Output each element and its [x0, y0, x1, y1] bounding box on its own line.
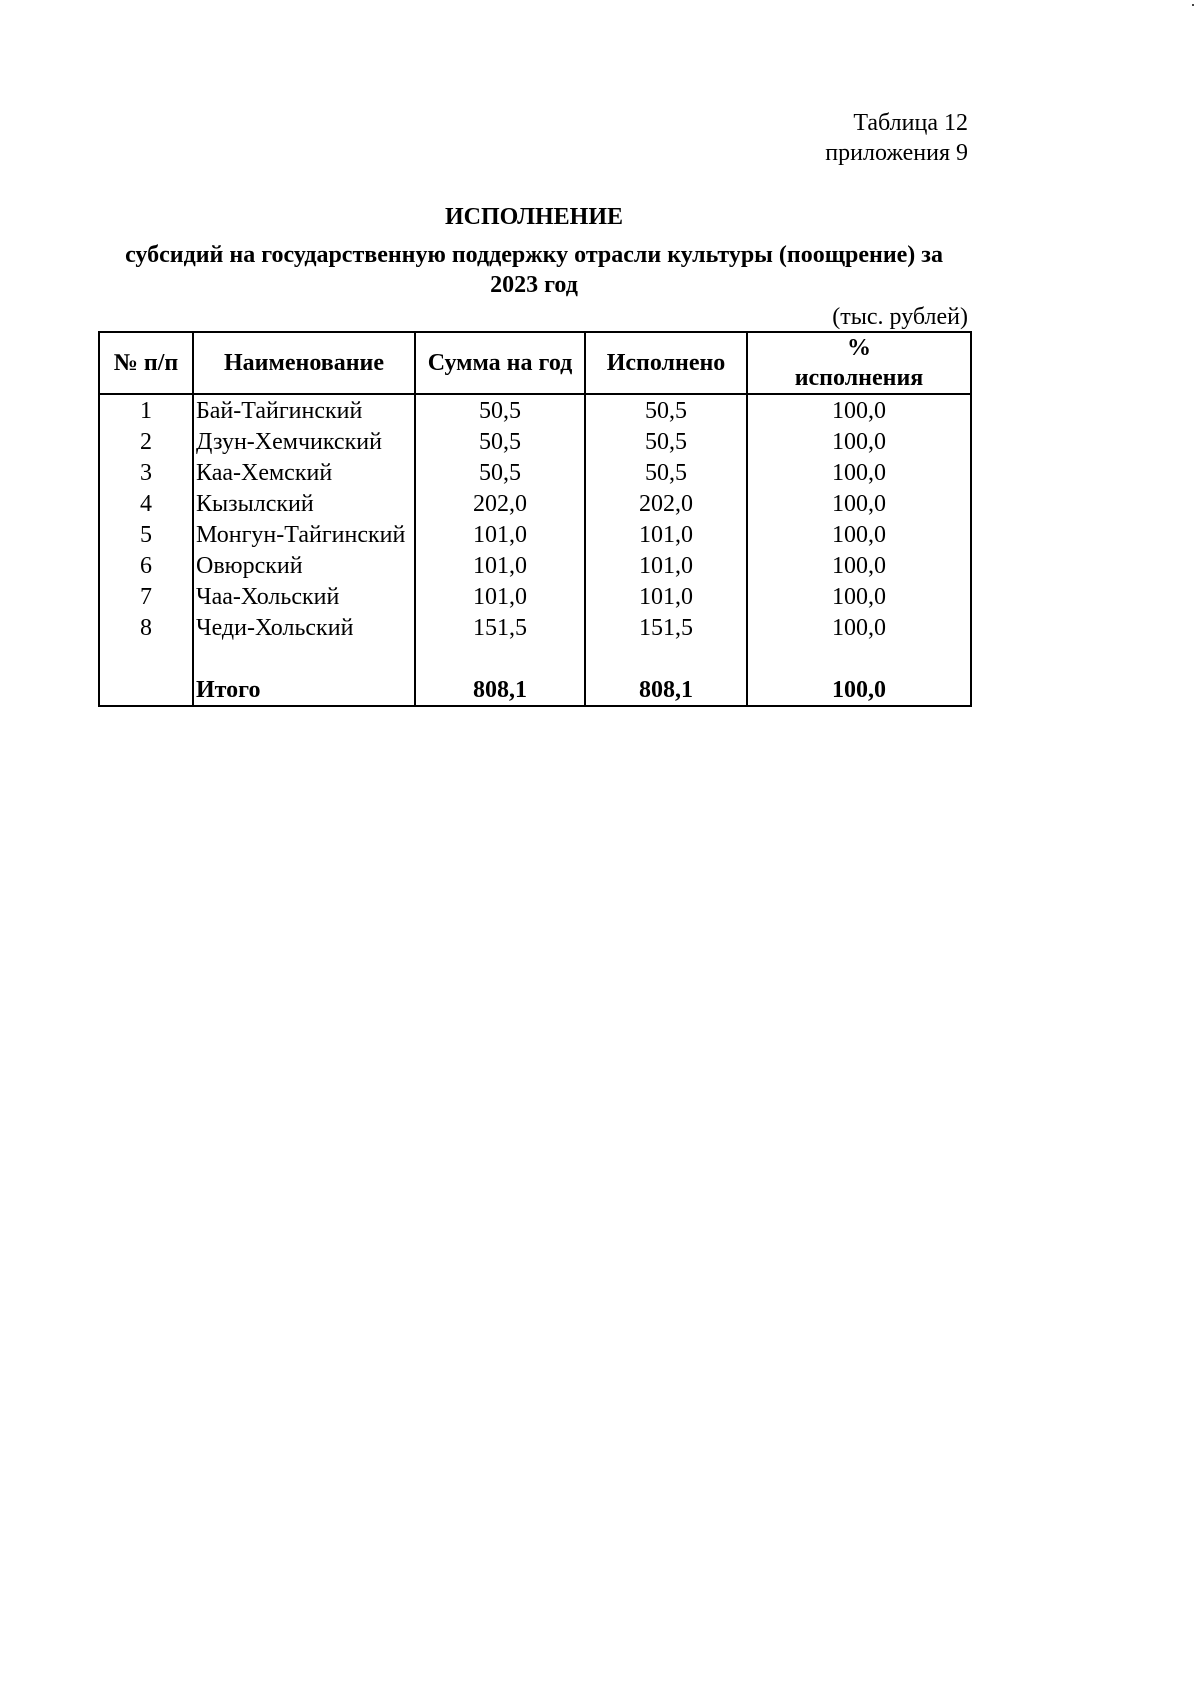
- cell-percent: 100,0: [747, 394, 971, 426]
- table-reference: [825, 108, 968, 168]
- header-percent-sign: %: [847, 335, 871, 361]
- cell-percent: 100,0: [747, 550, 971, 581]
- cell-name: Каа-Хемский: [193, 457, 415, 488]
- cell-executed: 202,0: [585, 488, 747, 519]
- header-number: № п/п: [99, 332, 193, 394]
- header-executed: Исполнено: [585, 332, 747, 394]
- cell-percent: 100,0: [747, 488, 971, 519]
- cell-number: 5: [99, 519, 193, 550]
- document-title: ИСПОЛНЕНИЕ: [444, 204, 624, 230]
- cell-name: Кызылский: [193, 488, 415, 519]
- table-row: [99, 426, 971, 457]
- cell-percent: 100,0: [747, 612, 971, 643]
- cell-name: Овюрский: [193, 550, 415, 581]
- total-executed: 808,1: [585, 673, 747, 706]
- subtitle-line-2: 2023 год: [490, 272, 578, 298]
- table-spacer-row: [99, 643, 971, 673]
- cell-name: Монгун-Тайгинский: [193, 519, 415, 550]
- spacer-cell: [193, 643, 415, 673]
- cell-name: Чаа-Хольский: [193, 581, 415, 612]
- table-row: [99, 488, 971, 519]
- cell-number: 8: [99, 612, 193, 643]
- cell-sum: 202,0: [415, 488, 585, 519]
- table-row: [99, 581, 971, 612]
- header-percent-label: исполнения: [794, 365, 924, 391]
- cell-executed: 50,5: [585, 394, 747, 426]
- cell-executed: 50,5: [585, 426, 747, 457]
- cell-sum: 101,0: [415, 550, 585, 581]
- scan-speck: [1192, 4, 1194, 6]
- spacer-cell: [99, 643, 193, 673]
- cell-sum: 101,0: [415, 519, 585, 550]
- cell-executed: 101,0: [585, 519, 747, 550]
- table-number: Таблица 12: [853, 110, 968, 136]
- table-row: [99, 519, 971, 550]
- table-total-row: [99, 673, 971, 706]
- cell-percent: 100,0: [747, 519, 971, 550]
- cell-executed: 151,5: [585, 612, 747, 643]
- spacer-cell: [415, 643, 585, 673]
- spacer-cell: [747, 643, 971, 673]
- cell-sum: 50,5: [415, 426, 585, 457]
- document-subtitle: [98, 240, 970, 300]
- cell-sum: 50,5: [415, 394, 585, 426]
- cell-executed: 50,5: [585, 457, 747, 488]
- header-name: Наименование: [193, 332, 415, 394]
- cell-name: Дзун-Хемчикский: [193, 426, 415, 457]
- header-percent: [747, 332, 971, 394]
- cell-name: Чеди-Хольский: [193, 612, 415, 643]
- cell-name: Бай-Тайгинский: [193, 394, 415, 426]
- cell-executed: 101,0: [585, 581, 747, 612]
- cell-sum: 151,5: [415, 612, 585, 643]
- cell-executed: 101,0: [585, 550, 747, 581]
- total-percent: 100,0: [747, 673, 971, 706]
- cell-number: 3: [99, 457, 193, 488]
- cell-number: 7: [99, 581, 193, 612]
- cell-percent: 100,0: [747, 581, 971, 612]
- cell-number: 6: [99, 550, 193, 581]
- cell-percent: 100,0: [747, 457, 971, 488]
- cell-percent: 100,0: [747, 426, 971, 457]
- cell-number: 2: [99, 426, 193, 457]
- table-row: [99, 457, 971, 488]
- table-row: [99, 550, 971, 581]
- subtitle-line-1: субсидий на государственную поддержку отрасли культуры (поощрение) за: [125, 242, 943, 268]
- table-row: [99, 394, 971, 426]
- table-row: [99, 612, 971, 643]
- header-sum: Сумма на год: [415, 332, 585, 394]
- appendix-number: приложения 9: [825, 140, 968, 166]
- total-sum: 808,1: [415, 673, 585, 706]
- cell-number: 1: [99, 394, 193, 426]
- execution-table: [98, 331, 972, 707]
- total-label: Итого: [193, 673, 415, 706]
- spacer-cell: [585, 643, 747, 673]
- cell-sum: 50,5: [415, 457, 585, 488]
- table-header-row: [99, 332, 971, 394]
- cell-number: 4: [99, 488, 193, 519]
- units-label: (тыс. рублей): [832, 304, 968, 330]
- total-number-cell: [99, 673, 193, 706]
- cell-sum: 101,0: [415, 581, 585, 612]
